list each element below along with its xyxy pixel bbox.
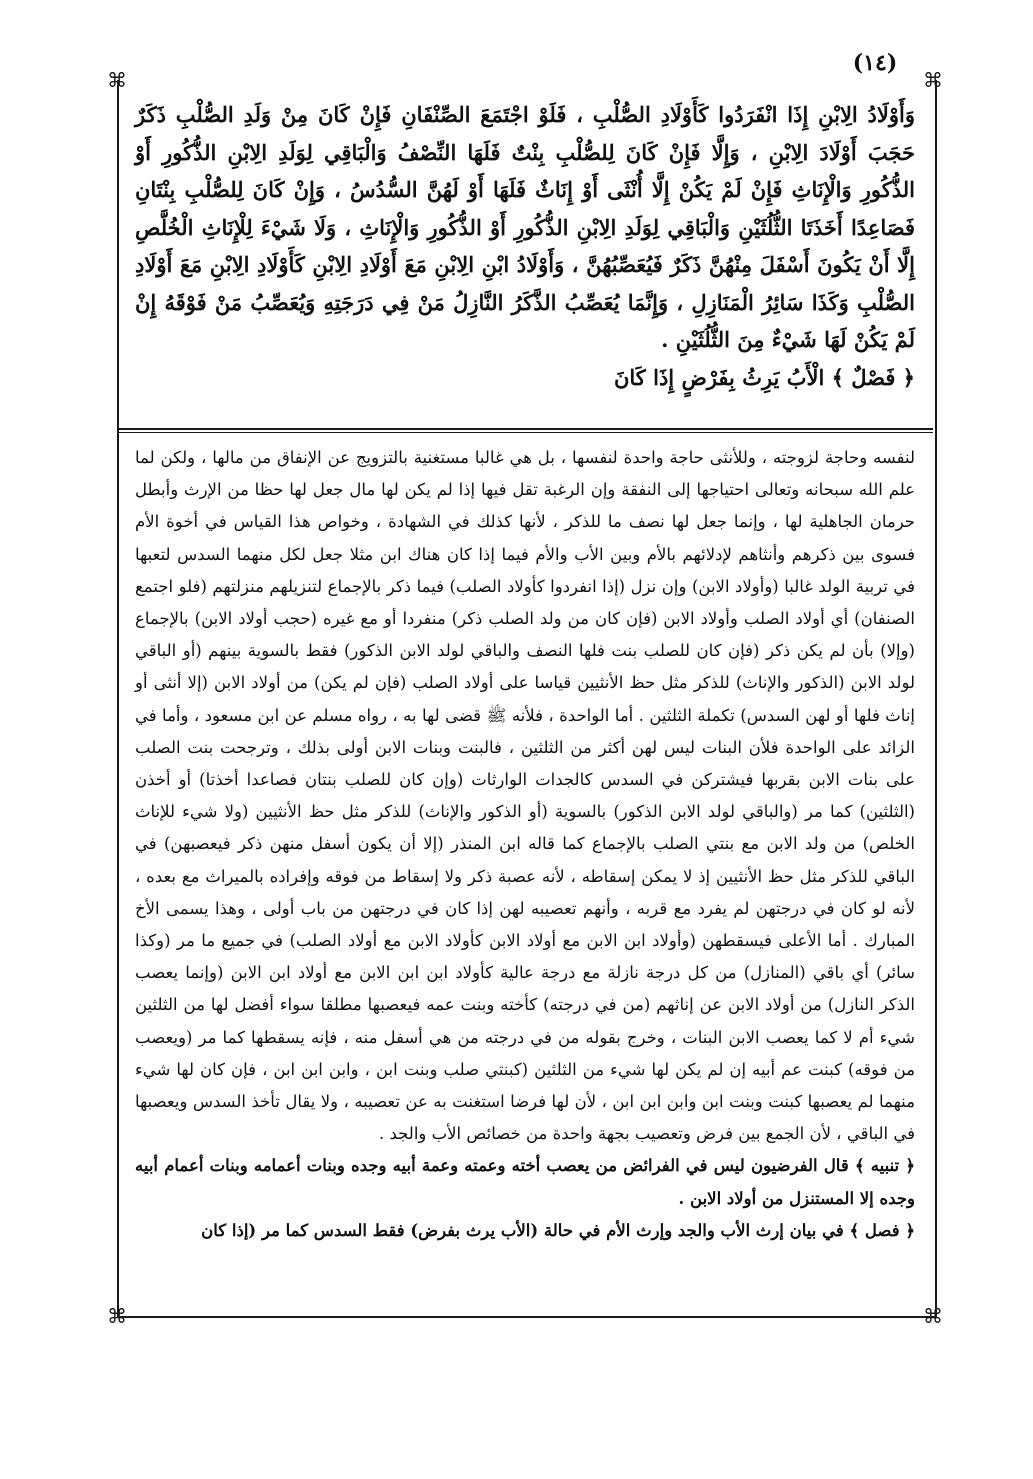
tanbih-note: ﴿ تنبيه ﴾ قال الفرضيون ليس في الفرائض من يعصب أخته وعمته وعمة أبيه وجده وبنات أعمامه وبنات أعمام أبيه وجده إلا المستنزل من أولاد الابن .: [135, 1156, 915, 1208]
ornament-cross-icon: ⌘: [107, 1304, 127, 1328]
section-divider: [119, 428, 933, 430]
page-number: (١٤): [852, 50, 898, 76]
fasl-footer: ﴿ فصل ﴾ في بيان إرث الأب والجد وإرث الأم في حالة (الأب يرث بفرض) فقط السدس كما مر (إذا كان: [201, 1220, 915, 1240]
fasl-heading: ﴿ فَصْلٌ ﴾ الْأَبُ يَرِثُ بِفَرْضٍ إِذَا كَانَ: [613, 364, 915, 390]
ornament-cross-icon: ⌘: [107, 68, 127, 92]
section-divider-thin: [119, 432, 933, 433]
sharh-paragraph: لنفسه وحاجة لزوجته ، وللأنثى حاجة واحدة لنفسها ، بل هي غالبا مستغنية بالتزويج عن الإنفاق من مالها ، ولكن لما علم الله سبحانه وتعالى احتياجها إلى النفقة وإن الرغبة تقل فيها إذا لم يكن لها مال جعل لها حظا من الإرث وأبطل حرمان الجاهلية لها ، وإنما جعل لها نصف ما للذكر ، لأنها كذلك في الشهادة ، وخواص هذا القياس في أخوة الأم فسوى بين ذكرهم وأنثاهم لإدلائهم بالأم وبين الأب والأم فيما إذا كان هناك ابن مثلا جعل لكل منهما السدس لتعبها في تربية الولد غالبا (وأولاد الابن) وإن نزل (إذا انفردوا كأولاد الصلب) فيما ذكر بالإجماع لتنزيلهم منزلتهم (فلو اجتمع الصنفان) أي أولاد الصلب وأولاد الابن (فإن كان من ولد الصلب ذكر) منفردا أو مع غيره (حجب أولاد الابن) بالإجماع (وإلا) بأن لم يكن ذكر (فإن كان للصلب بنت فلها النصف والباقي لولد الابن الذكور) فقط بالسوية بينهم (أو الباقي لولد الابن (الذكور والإناث) للذكر مثل حظ الأنثيين قياسا على أولاد الصلب (فإن لم يكن) من أولاد الابن (إلا أنثى أو إناث فلها أو لهن السدس) تكملة الثلثين . أما الواحدة ، فلأنه ﷺ قضى لها به ، رواه مسلم عن ابن مسعود ، وأما في الزائد على الواحدة فلأن البنات ليس لهن أكثر من الثلثين ، فالبنت وبنات الابن أولى بذلك ، وترجحت بنت الصلب على بنات الابن بقربها فيشتركن في السدس كالجدات الوارثات (وإن كان للصلب بنتان فصاعدا أخذتا) أو أخذن (الثلثين) كما مر (والباقي لولد الابن الذكور) بالسوية (أو الذكور والإناث) للذكر مثل حظ الأنثيين (ولا شيء للإناث الخلص) من ولد الابن مع بنتي الصلب بالإجماع كما قاله ابن المنذر (إلا أن يكون أسفل منهن ذكر فيعصبهن) في الباقي للذكر مثل حظ الأنثيين إذ لا يمكن إسقاطه ، لأنه عصبة ذكر ولا إسقاط من فوقه وإفراده بالميراث مع بعده ، لأنه لو كان في درجتهن لم يفرد مع قربه ، وأنهم تعصيبه لهن إذا كان في درجتهن من باب أولى ، وهذا يسمى الأخ المبارك . أما الأعلى فيسقطهن (وأولاد ابن الابن مع أولاد الابن كأولاد الابن مع أولاد الصلب) في جميع ما مر (وكذا سائر) أي باقي (المنازل) من كل درجة نازلة مع درجة عالية كأولاد ابن ابن الابن مع أولاد ابن الابن (وإنما يعصب الذكر النازل) من أولاد الابن عن إناثهم (من في درجته) كأخته وبنت عمه فيعصبها مطلقا سواء أفضل لها من الثلثين شيء أم لا كما يعصب الابن البنات ، وخرج بقوله من في درجته من هي أسفل منه ، فإنه يسقطها كما مر (ويعصب من فوقه) كبنت عم أبيه إن لم يكن لها شيء من الثلثين (كبنتي صلب وبنت ابن ، وابن ابن ابن ، فإن كان لها شيء منهما لم يعصبها كبنت وبنت ابن وابن ابن ابن ، لأن لها فرضا استغنت به عن تعصيبه ، ولا يقال تأخذ السدس ويعصبها في الباقي ، لأن الجمع بين فرض وتعصيب بجهة واحدة من خصائص الأب والجد .: [135, 448, 915, 1144]
sharh-commentary: [135, 442, 915, 1247]
matn-main-text: [135, 96, 915, 396]
matn-paragraph: وَأَوْلَادُ الِابْنِ إِذَا انْفَرَدُوا كَأَوْلَادِ الصُّلْبِ ، فَلَوْ اجْتَمَعَ الصِّنْفَانِ فَإِنْ كَانَ مِنْ وَلَدِ الصُّلْبِ ذَكَرٌ حَجَبَ أَوْلَادَ الِابْنِ ، وَإِلَّا فَإِنْ كَانَ لِلصُّلْبِ بِنْتٌ فَلَهَا النِّصْفُ وَالْبَاقِي لِوَلَدِ الِابْنِ الذُّكُورِ أَوْ الذُّكُورِ وَالْإِنَاثِ فَإِنْ لَمْ يَكُنْ إِلَّا أُنْثَى أَوْ إِنَاثٌ فَلَهَا أَوْ لَهُنَّ السُّدُسُ ، وَإِنْ كَانَ لِلصُّلْبِ بِنْتَانِ فَصَاعِدًا أَخَذَتَا الثُّلُثَيْنِ وَالْبَاقِي لِوَلَدِ الِابْنِ الذُّكُورِ أَوْ الذُّكُورِ وَالْإِنَاثِ ، وَلَا شَيْءَ لِلْإِنَاثِ الْخُلَّصِ إِلَّا أَنْ يَكُونَ أَسْفَلَ مِنْهُنَّ ذَكَرٌ فَيُعَصِّبُهُنَّ ، وَأَوْلَادُ ابْنِ الِابْنِ مَعَ أَوْلَادِ الِابْنِ كَأَوْلَادِ الِابْنِ مَعَ أَوْلَادِ الصُّلْبِ وَكَذَا سَائِرُ الْمَنَازِلِ ، وَإِنَّمَا يُعَصِّبُ الذَّكَرُ النَّازِلُ مَنْ فِي دَرَجَتِهِ وَيُعَصِّبُ مَنْ فَوْقَهُ إِنْ لَمْ يَكُنْ لَهَا شَيْءٌ مِنَ الثُّلُثَيْنِ .: [135, 102, 915, 352]
ornament-cross-icon: ⌘: [923, 68, 943, 92]
ornament-cross-icon: ⌘: [923, 1304, 943, 1328]
